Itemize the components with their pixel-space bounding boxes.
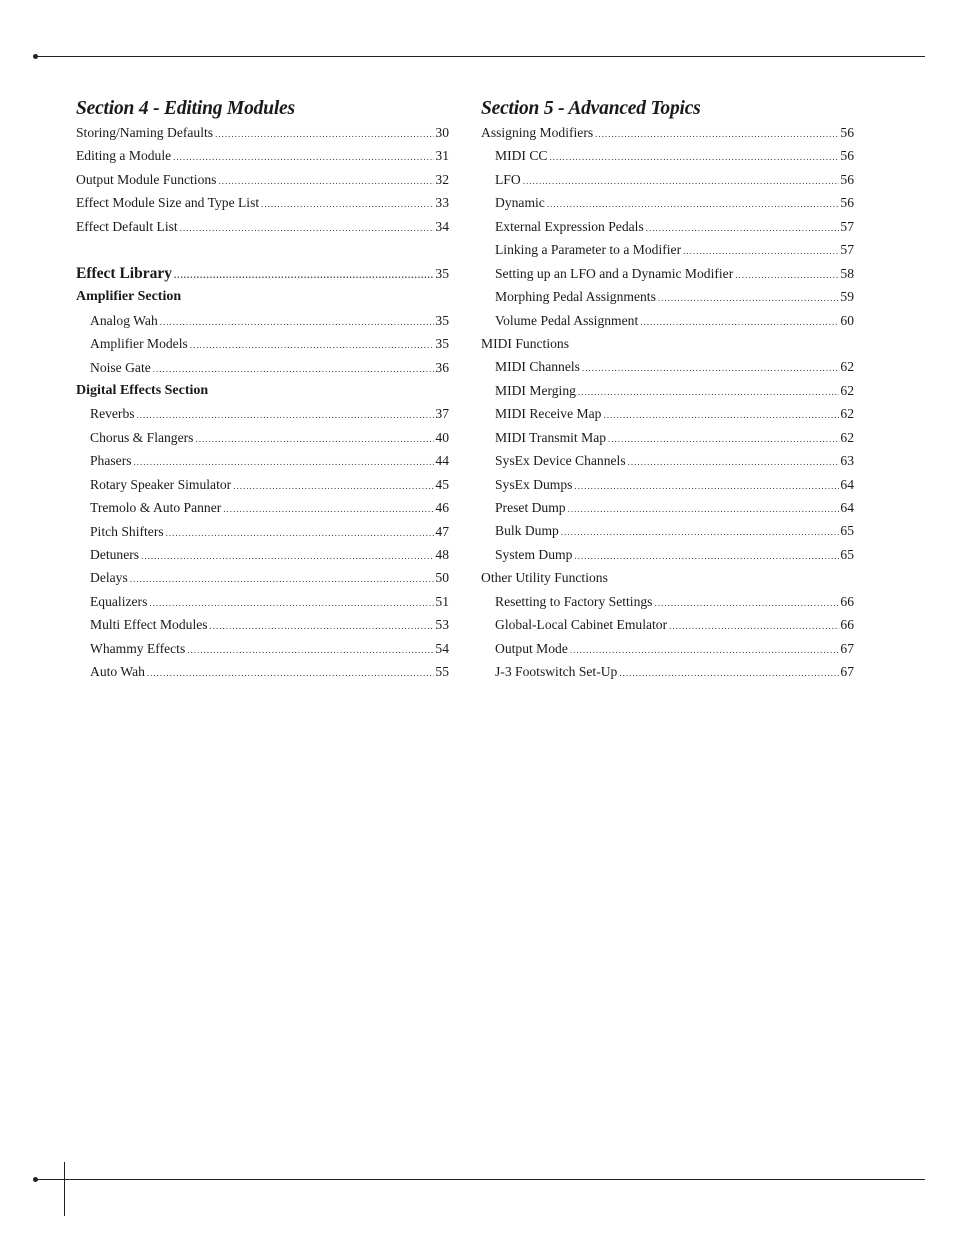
section-5-entries (481, 121, 854, 332)
dot-leader (578, 381, 839, 404)
toc-entry[interactable] (76, 449, 449, 472)
toc-entry-label: Storing/Naming Defaults (76, 125, 214, 140)
dot-leader (628, 451, 840, 474)
other-utility-functions-entries (481, 590, 854, 684)
dot-leader (215, 123, 434, 146)
toc-entry[interactable] (481, 262, 854, 285)
toc-entry[interactable] (76, 191, 449, 214)
toc-entry[interactable] (76, 332, 449, 355)
toc-entry-page: 56 (840, 171, 854, 187)
dot-leader (149, 592, 434, 615)
toc-entry-page: 33 (435, 195, 449, 211)
toc-entry-label: System Dump (495, 546, 573, 562)
toc-entry-page: 34 (435, 218, 449, 234)
section-4-title: Section 4 - Editing Modules (76, 98, 295, 119)
toc-entry-effect-library[interactable] (76, 262, 449, 285)
toc-entry[interactable] (76, 496, 449, 519)
toc-entry[interactable] (76, 613, 449, 636)
toc-entry[interactable] (481, 121, 854, 144)
dot-leader (137, 404, 435, 427)
bottom-rule (36, 1179, 925, 1180)
dot-leader (195, 428, 434, 451)
dot-leader (233, 475, 434, 498)
toc-entry-label: Phasers (90, 453, 132, 469)
toc-entry[interactable] (76, 520, 449, 543)
toc-entry-label: SysEx Device Channels (495, 453, 626, 469)
dot-leader (570, 639, 840, 662)
toc-entry-label: Setting up an LFO and a Dynamic Modifier (495, 265, 734, 281)
toc-entry-label: MIDI Merging (495, 382, 576, 398)
toc-entry[interactable] (481, 402, 854, 425)
dot-leader (166, 522, 435, 545)
toc-entry-page: 32 (435, 171, 449, 187)
toc-entry-label: MIDI Transmit Map (495, 429, 607, 445)
bottom-vertical-rule (64, 1162, 65, 1216)
toc-entry-label: External Expression Pedals (495, 218, 644, 234)
toc-entry[interactable] (481, 519, 854, 542)
dot-leader (130, 568, 435, 591)
toc-column-section-4 (76, 97, 449, 684)
toc-entry[interactable] (481, 168, 854, 191)
dot-leader (187, 639, 434, 662)
toc-entry[interactable] (481, 215, 854, 238)
toc-entry-page: 58 (840, 265, 854, 281)
dot-leader (550, 146, 840, 169)
toc-entry-label: Detuners (90, 547, 140, 562)
toc-entry-label: Resetting to Factory Settings (495, 593, 653, 609)
dot-leader (218, 170, 434, 193)
dot-leader (561, 521, 840, 544)
amplifier-section-entries (76, 309, 449, 379)
amplifier-section-heading: Amplifier Section (76, 289, 182, 305)
toc-entry[interactable] (481, 191, 854, 214)
toc-entry[interactable] (76, 566, 449, 589)
toc-entry-page: 46 (435, 500, 449, 516)
toc-entry[interactable] (481, 238, 854, 261)
toc-entry[interactable] (76, 590, 449, 613)
toc-entry-page: 35 (435, 336, 449, 352)
toc-entry-page: 62 (840, 406, 854, 422)
toc-entry-page: 31 (435, 148, 449, 164)
toc-entry-label: Chorus & Flangers (90, 429, 194, 445)
toc-entry-label: Effect Library (76, 265, 172, 283)
toc-entry-label: J-3 Footswitch Set-Up (495, 664, 618, 680)
toc-entry-page: 35 (435, 312, 449, 328)
toc-entry-label: Reverbs (90, 406, 135, 422)
toc-entry[interactable] (481, 449, 854, 472)
toc-entry-label: LFO (495, 171, 521, 187)
toc-entry-label: Output Module Functions (76, 171, 217, 187)
dot-leader (190, 334, 435, 357)
toc-entry-label: SysEx Dumps (495, 476, 573, 492)
dot-leader (669, 615, 839, 638)
section-5-title: Section 5 - Advanced Topics (481, 98, 701, 119)
top-rule-dot (33, 54, 38, 59)
dot-leader (603, 404, 839, 427)
toc-entry-page: 56 (840, 125, 854, 140)
toc-entry-label: MIDI Receive Map (495, 406, 602, 422)
dot-leader (134, 451, 435, 474)
toc-entry[interactable] (481, 660, 854, 683)
toc-entry-page: 64 (840, 500, 854, 515)
toc-entry-label: Editing a Module (76, 148, 172, 164)
dot-leader (646, 217, 840, 240)
bottom-rule-dot (33, 1177, 38, 1182)
toc-entry-page: 62 (840, 359, 854, 375)
toc-entry-page: 57 (840, 242, 854, 258)
toc-entry-page: 45 (435, 476, 449, 492)
toc-entry-label: Volume Pedal Assignment (495, 312, 639, 328)
dot-leader (141, 545, 434, 568)
toc-entry-label: Bulk Dump (495, 523, 559, 539)
dot-leader (568, 498, 840, 521)
toc-entry[interactable] (481, 285, 854, 308)
toc-entry[interactable] (481, 613, 854, 636)
toc-entry[interactable] (76, 356, 449, 379)
dot-leader (619, 662, 839, 685)
toc-entry[interactable] (481, 590, 854, 613)
toc-entry[interactable] (481, 496, 854, 519)
dot-leader (658, 287, 840, 310)
toc-entry[interactable] (76, 168, 449, 191)
toc-entry-label: Rotary Speaker Simulator (90, 476, 232, 492)
toc-entry-label: Auto Wah (90, 664, 145, 680)
toc-entry[interactable] (76, 309, 449, 332)
dot-leader (608, 428, 839, 451)
toc-entry-page: 63 (840, 453, 854, 469)
toc-entry[interactable] (76, 215, 449, 238)
dot-leader (683, 240, 839, 263)
dot-leader (180, 217, 435, 240)
toc-entry-label: Effect Module Size and Type List (76, 195, 260, 211)
dot-leader (640, 311, 839, 334)
toc-entry-page: 37 (435, 406, 449, 422)
toc-entry-label: Amplifier Models (90, 336, 188, 352)
toc-entry[interactable] (76, 543, 449, 566)
dot-leader (173, 146, 434, 169)
toc-entry[interactable] (481, 426, 854, 449)
toc-entry[interactable] (76, 660, 449, 683)
dot-leader (574, 475, 839, 498)
toc-entry-page: 66 (840, 593, 854, 609)
toc-entry-label: Morphing Pedal Assignments (495, 289, 656, 305)
toc-entry[interactable] (481, 473, 854, 496)
toc-entry-page: 57 (840, 218, 854, 234)
dot-leader (574, 545, 839, 568)
toc-entry-page: 66 (840, 617, 854, 633)
dot-leader (547, 193, 840, 216)
toc-entry-page: 50 (435, 570, 449, 586)
toc-entry-label: Tremolo & Auto Panner (90, 500, 222, 516)
dot-leader (174, 264, 434, 287)
toc-entry[interactable] (76, 426, 449, 449)
toc-entry-page: 60 (840, 312, 854, 328)
toc-entry-label: Pitch Shifters (90, 523, 164, 539)
toc-entry[interactable] (76, 637, 449, 660)
toc-entry-page: 40 (435, 429, 449, 445)
dot-leader (523, 170, 840, 193)
midi-functions-heading: MIDI Functions (481, 335, 569, 351)
toc-entry-page: 55 (435, 664, 449, 680)
dot-leader (595, 123, 839, 146)
toc-entry[interactable] (76, 402, 449, 425)
digital-effects-section-heading: Digital Effects Section (76, 382, 209, 398)
toc-entry-label: Whammy Effects (90, 640, 186, 656)
toc-entry-page: 35 (435, 266, 449, 282)
top-rule (36, 56, 925, 57)
toc-entry-label: Noise Gate (90, 359, 151, 375)
dot-leader (153, 358, 435, 381)
dot-leader (582, 357, 839, 380)
toc-entry[interactable] (481, 543, 854, 566)
toc-entry-page: 56 (840, 195, 854, 211)
toc-entry-page: 67 (840, 640, 854, 656)
dot-leader (654, 592, 839, 615)
toc-entry[interactable] (76, 121, 449, 144)
toc-entry-label: Assigning Modifiers (481, 125, 594, 140)
toc-entry[interactable] (481, 637, 854, 660)
toc-entry-label: Dynamic (495, 195, 545, 211)
toc-entry-page: 44 (435, 453, 449, 469)
toc-entry-label: Delays (90, 570, 128, 586)
toc-entry-page: 30 (435, 125, 449, 140)
toc-entry-page: 65 (840, 546, 854, 562)
toc-entry-label: Multi Effect Modules (90, 617, 208, 633)
toc-entry[interactable] (76, 144, 449, 167)
toc-entry-label: Preset Dump (495, 500, 566, 515)
dot-leader (261, 193, 434, 216)
toc-entry[interactable] (481, 309, 854, 332)
dot-leader (147, 662, 434, 685)
toc-entry-label: Output Mode (495, 640, 568, 656)
digital-effects-section-entries (76, 402, 449, 683)
toc-entry[interactable] (481, 379, 854, 402)
toc-column-section-5 (481, 97, 854, 684)
dot-leader (210, 615, 435, 638)
dot-leader (160, 311, 435, 334)
toc-entry-page: 48 (435, 547, 449, 562)
toc-entry-label: Effect Default List (76, 218, 178, 234)
toc-entry-label: Linking a Parameter to a Modifier (495, 242, 682, 258)
toc-entry-page: 47 (435, 523, 449, 539)
dot-leader (223, 498, 434, 521)
toc-entry-page: 65 (840, 523, 854, 539)
toc-entry-page: 53 (435, 617, 449, 633)
toc-entry-page: 67 (840, 664, 854, 680)
toc-entry-page: 51 (435, 593, 449, 609)
toc-entry[interactable] (481, 355, 854, 378)
toc-entry-page: 59 (840, 289, 854, 305)
dot-leader (735, 264, 839, 287)
toc-entry-label: MIDI CC (495, 148, 548, 164)
toc-entry-label: Equalizers (90, 593, 148, 609)
toc-entry-page: 56 (840, 148, 854, 164)
toc-entry-page: 36 (435, 359, 449, 375)
toc-entry-page: 54 (435, 640, 449, 656)
section-4-entries (76, 121, 449, 285)
toc-entry-label: Global-Local Cabinet Emulator (495, 617, 668, 633)
toc-entry-page: 62 (840, 429, 854, 445)
other-utility-functions-heading: Other Utility Functions (481, 570, 608, 586)
toc-entry-label: MIDI Channels (495, 359, 580, 375)
toc-entry-page: 64 (840, 476, 854, 492)
toc-entry[interactable] (481, 144, 854, 167)
toc-entry-page: 62 (840, 382, 854, 398)
midi-functions-entries (481, 355, 854, 566)
toc-entry[interactable] (76, 473, 449, 496)
toc-entry-label: Analog Wah (90, 312, 158, 328)
